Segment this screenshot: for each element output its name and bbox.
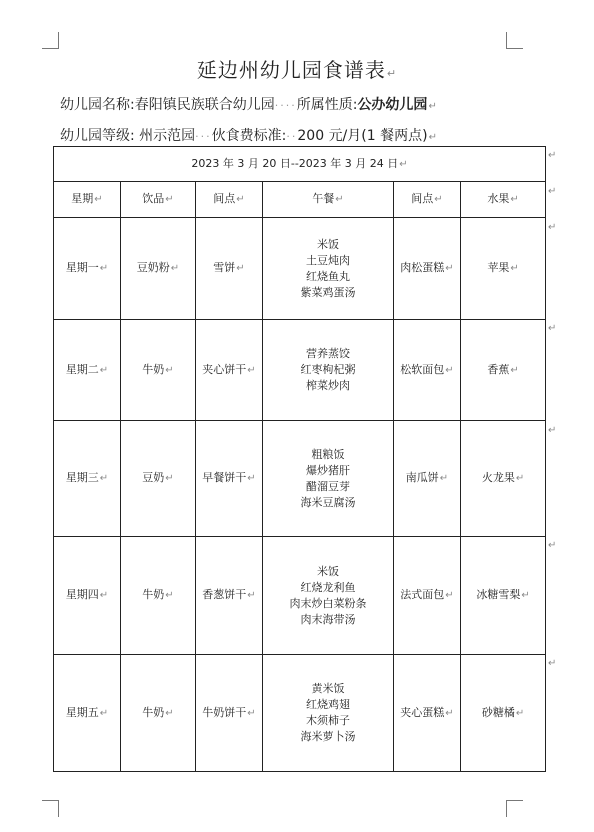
header-cell[interactable] [263, 182, 394, 218]
lunch-item: 营养蒸饺 [306, 347, 350, 360]
cell-mark-icon: ↵ [247, 364, 256, 376]
fruit-text: 火龙果 [481, 471, 515, 484]
drink-text: 豆奶 [142, 471, 165, 484]
crop-mark-bottom-left [42, 800, 59, 817]
drink-cell[interactable] [121, 537, 196, 655]
menu-table [53, 146, 546, 772]
lunch-item: 米饭 [317, 237, 339, 251]
header-snack-2: 间点 [411, 192, 434, 205]
cell-mark-icon: ↵ [94, 194, 103, 205]
lunch-cell[interactable] [263, 421, 394, 537]
day-text: 星期五 [65, 705, 99, 719]
day-cell[interactable] [54, 218, 121, 320]
lunch-item: 爆炒猪肝 [306, 463, 350, 477]
fruit-text: 砂糖橘 [481, 705, 515, 719]
cell-mark-icon: ↵ [99, 590, 109, 601]
drink-cell[interactable] [121, 320, 196, 421]
table-row [54, 320, 546, 421]
cell-mark-icon: ↵ [165, 590, 174, 601]
day-cell[interactable] [54, 537, 121, 655]
date-range-cell[interactable] [54, 147, 546, 182]
snack1-cell[interactable] [196, 537, 263, 655]
header-cell[interactable] [54, 182, 121, 218]
info-line-1[interactable] [60, 94, 437, 114]
cell-mark-icon: ↵ [445, 364, 454, 376]
snack2-text: 夹心蛋糕 [400, 705, 445, 719]
drink-cell[interactable] [121, 655, 196, 772]
cell-mark-icon: ↵ [515, 707, 525, 719]
drink-text: 牛奶 [142, 588, 165, 601]
cell-mark-icon: ↵ [99, 473, 109, 484]
day-text: 星期四 [65, 588, 99, 601]
cell-mark-icon: ↵ [439, 473, 449, 484]
cell-mark-icon: ↵ [445, 707, 454, 719]
snack1-cell[interactable] [196, 218, 263, 320]
date-range: 2023 年 3 月 20 日--2023 年 3 月 24 日 [191, 156, 399, 170]
row-end-mark-icon: ↵ [548, 150, 557, 161]
snack2-cell[interactable] [394, 537, 461, 655]
cell-mark-icon: ↵ [445, 590, 454, 601]
fruit-cell[interactable] [461, 655, 546, 772]
cell-mark-icon: ↵ [247, 473, 256, 484]
date-row [54, 147, 546, 182]
kindergarten-name-label: 幼儿园名称: [60, 97, 135, 113]
snack2-text: 松软面包 [400, 362, 445, 376]
lunch-item: 黄米饭 [311, 682, 345, 695]
header-lunch: 午餐 [312, 192, 335, 205]
fruit-text: 苹果 [487, 261, 510, 274]
drink-text: 豆奶粉 [136, 261, 170, 274]
day-cell[interactable] [54, 421, 121, 537]
lunch-cell[interactable] [263, 320, 394, 421]
lunch-item: 海米萝卜汤 [300, 730, 356, 743]
fruit-text: 冰糖雪梨 [476, 588, 521, 601]
header-cell[interactable] [196, 182, 263, 218]
day-text: 星期一 [65, 261, 99, 274]
cell-mark-icon: ↵ [510, 364, 519, 376]
cell-mark-icon: ↵ [445, 263, 454, 274]
table-row [54, 218, 546, 320]
drink-text: 牛奶 [142, 705, 165, 719]
row-end-mark-icon: ↵ [548, 323, 557, 334]
paragraph-mark-icon: ↵ [428, 132, 437, 143]
header-snack-1: 间点 [213, 192, 236, 205]
snack1-text: 夹心饼干 [202, 362, 247, 376]
lunch-item: 红烧鸡翅 [306, 698, 350, 711]
drink-cell[interactable] [121, 421, 196, 537]
level-value: 州示范园 [139, 128, 196, 144]
document-title[interactable] [0, 54, 594, 83]
fruit-cell[interactable] [461, 218, 546, 320]
fruit-cell[interactable] [461, 421, 546, 537]
lunch-item: 红烧龙利鱼 [300, 580, 356, 594]
cell-mark-icon: ↵ [99, 263, 109, 274]
header-cell[interactable] [121, 182, 196, 218]
lunch-item: 红烧鱼丸 [306, 269, 350, 283]
day-text: 星期二 [65, 362, 99, 376]
lunch-cell[interactable] [263, 655, 394, 772]
fee-label: 伙食费标准: [211, 128, 287, 144]
snack1-text: 香葱饼干 [202, 588, 247, 601]
cell-mark-icon: ↵ [521, 590, 530, 601]
cell-mark-icon: ↵ [247, 707, 256, 719]
row-end-mark-icon: ↵ [548, 425, 557, 436]
lunch-cell[interactable] [263, 218, 394, 320]
cell-mark-icon: ↵ [99, 707, 109, 719]
header-row [54, 182, 546, 218]
header-drink: 饮品 [142, 192, 165, 205]
lunch-item: 粗粮饭 [311, 447, 345, 461]
snack2-cell[interactable] [394, 218, 461, 320]
lunch-item: 米饭 [317, 564, 339, 578]
snack1-text: 雪饼 [213, 261, 236, 274]
lunch-item: 肉末炒白菜粉条 [289, 596, 367, 610]
header-cell[interactable] [394, 182, 461, 218]
ownership-value: 公办幼儿园 [357, 97, 428, 113]
snack1-text: 早餐饼干 [202, 471, 247, 484]
table-row [54, 537, 546, 655]
row-end-mark-icon: ↵ [548, 540, 557, 551]
table-row [54, 421, 546, 537]
day-text: 星期三 [65, 471, 99, 484]
fee-value: 200 元/月(1 餐两点) [297, 128, 428, 144]
cell-mark-icon: ↵ [99, 364, 109, 376]
snack2-text: 南瓜饼 [405, 471, 439, 484]
fruit-text: 香蕉 [487, 362, 510, 376]
lunch-item: 红枣枸杞粥 [300, 363, 356, 376]
cell-mark-icon: ↵ [236, 263, 245, 274]
lunch-item: 木须柿子 [306, 714, 350, 727]
lunch-item: 土豆炖肉 [306, 253, 350, 267]
lunch-item: 紫菜鸡蛋汤 [300, 285, 356, 299]
cell-mark-icon: ↵ [515, 473, 525, 484]
kindergarten-name-value: 春阳镇民族联合幼儿园 [134, 97, 275, 113]
cell-mark-icon: ↵ [510, 263, 519, 274]
cell-mark-icon: ↵ [165, 707, 174, 719]
fruit-cell[interactable] [461, 537, 546, 655]
table-row [54, 655, 546, 772]
cell-mark-icon: ↵ [236, 194, 245, 205]
header-cell[interactable] [461, 182, 546, 218]
cell-mark-icon: ↵ [247, 590, 256, 601]
title-text: 延边州幼儿园食谱表 [196, 58, 386, 82]
snack2-cell[interactable] [394, 421, 461, 537]
paragraph-mark-icon: ↵ [386, 67, 398, 80]
cell-mark-icon: ↵ [335, 194, 344, 205]
row-end-mark-icon: ↵ [548, 658, 557, 669]
snack1-cell[interactable] [196, 655, 263, 772]
cell-mark-icon: ↵ [165, 473, 174, 484]
cell-mark-icon: ↵ [510, 194, 519, 205]
lunch-item: 肉末海带汤 [300, 612, 356, 626]
paragraph-mark-icon: ↵ [399, 158, 408, 170]
snack2-text: 法式面包 [400, 588, 445, 601]
snack2-cell[interactable] [394, 320, 461, 421]
space-marks: ···· [274, 99, 297, 112]
info-line-2[interactable] [60, 125, 437, 145]
lunch-item: 醋溜豆芽 [306, 479, 350, 493]
lunch-item: 海米豆腐汤 [300, 495, 356, 509]
day-cell[interactable] [54, 655, 121, 772]
cell-mark-icon: ↵ [165, 194, 174, 205]
row-end-mark-icon: ↵ [548, 222, 557, 233]
ownership-label: 所属性质: [296, 97, 358, 113]
cell-mark-icon: ↵ [165, 364, 174, 376]
snack1-text: 牛奶饼干 [202, 705, 247, 719]
lunch-item: 榨菜炒肉 [306, 379, 350, 392]
snack2-text: 肉松蛋糕 [400, 261, 445, 274]
cell-mark-icon: ↵ [170, 263, 180, 274]
row-end-mark-icon: ↵ [548, 186, 557, 197]
snack2-cell[interactable] [394, 655, 461, 772]
snack1-cell[interactable] [196, 320, 263, 421]
drink-text: 牛奶 [142, 362, 165, 376]
fruit-cell[interactable] [461, 320, 546, 421]
drink-cell[interactable] [121, 218, 196, 320]
snack1-cell[interactable] [196, 421, 263, 537]
header-fruit: 水果 [487, 192, 510, 205]
crop-mark-top-right [506, 32, 523, 49]
day-cell[interactable] [54, 320, 121, 421]
crop-mark-bottom-right [506, 800, 523, 817]
lunch-cell[interactable] [263, 537, 394, 655]
level-label: 幼儿园等级: [60, 128, 135, 144]
header-day: 星期 [71, 192, 94, 205]
paragraph-mark-icon: ↵ [428, 101, 437, 112]
space-marks: ··· [195, 130, 212, 143]
space-marks: ·· [286, 130, 298, 143]
crop-mark-top-left [42, 32, 59, 49]
cell-mark-icon: ↵ [434, 194, 443, 205]
